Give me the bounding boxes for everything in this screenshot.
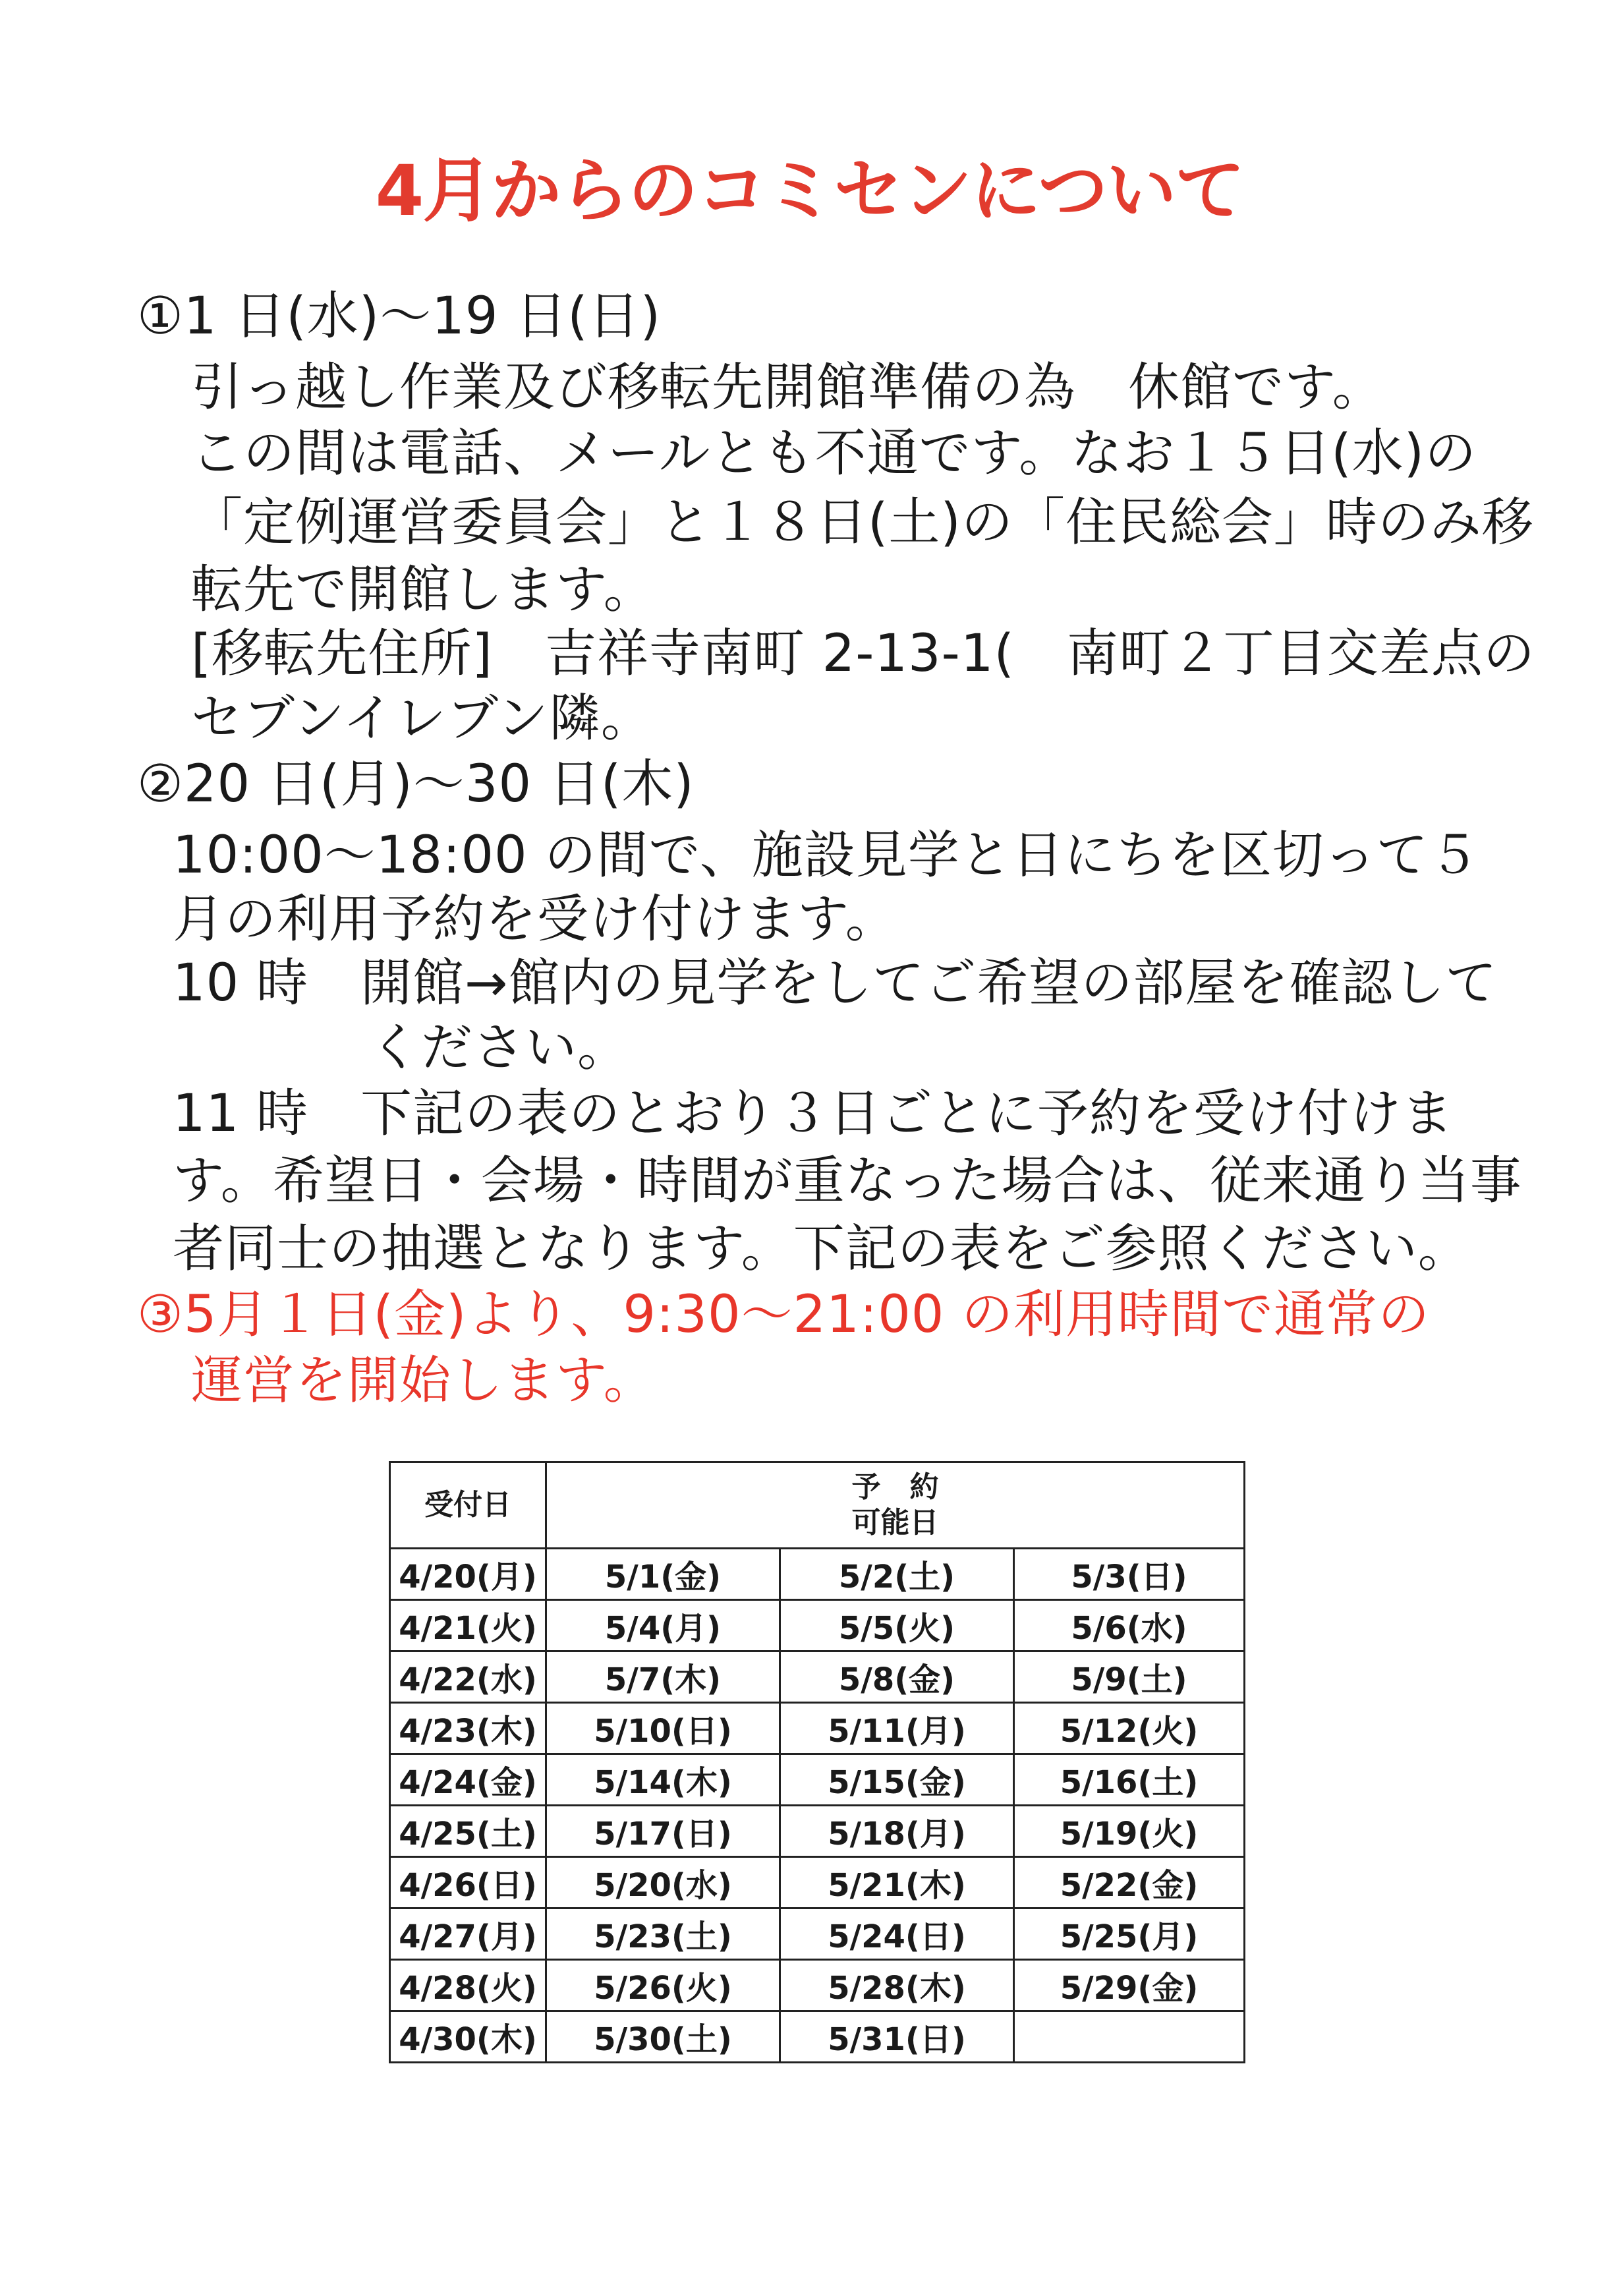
section1-line: この間は電話、メールとも不通です。なお１５日(水)の — [191, 424, 1477, 483]
available-date-cell: 5/14(木) — [546, 1754, 780, 1806]
section2-line: 10:00〜18:00 の間で、施設見学と日にちを区切って５ — [173, 826, 1481, 885]
available-date-cell: 5/4(月) — [546, 1600, 780, 1651]
table-header-row — [390, 1462, 1245, 1549]
section1-line: 引っ越し作業及び移転先開館準備の為 休館です。 — [191, 358, 1384, 417]
section1-line: [移転先住所] 吉祥寺南町 2-13-1( 南町２丁目交差点の — [191, 624, 1535, 683]
available-date-cell: 5/6(水) — [1014, 1600, 1245, 1651]
available-date-cell: 5/9(土) — [1014, 1651, 1245, 1703]
section3-line: 運営を開始します。 — [191, 1351, 656, 1410]
receipt-date-cell: 4/23(木) — [390, 1703, 546, 1754]
header-available-line2: 可能日 — [851, 1506, 939, 1539]
available-date-cell — [1014, 2011, 1245, 2063]
available-date-cell: 5/28(木) — [780, 1960, 1014, 2011]
section1-line: 転先で開館します。 — [191, 560, 656, 619]
table-row — [390, 1806, 1245, 1857]
receipt-date-cell: 4/25(土) — [390, 1806, 546, 1857]
receipt-date-cell: 4/28(火) — [390, 1960, 546, 2011]
available-date-cell: 5/11(月) — [780, 1703, 1014, 1754]
available-date-cell: 5/8(金) — [780, 1651, 1014, 1703]
section1-heading: ①1 日(水)〜19 日(日) — [137, 287, 662, 346]
receipt-date-cell: 4/20(月) — [390, 1549, 546, 1600]
available-date-cell: 5/26(火) — [546, 1960, 780, 2011]
section2-line: す。希望日・会場・時間が重なった場合は、従来通り当事 — [173, 1151, 1522, 1211]
available-date-cell: 5/5(火) — [780, 1600, 1014, 1651]
available-date-cell: 5/29(金) — [1014, 1960, 1245, 2011]
available-date-cell: 5/24(日) — [780, 1909, 1014, 1960]
section2-line: 月の利用予約を受け付けます。 — [173, 890, 897, 949]
available-date-cell: 5/7(木) — [546, 1651, 780, 1703]
table-row — [390, 2011, 1245, 2063]
available-date-cell: 5/20(水) — [546, 1857, 780, 1909]
available-date-cell: 5/23(土) — [546, 1909, 780, 1960]
header-receipt-date: 受付日 — [390, 1462, 546, 1549]
receipt-date-cell: 4/27(月) — [390, 1909, 546, 1960]
table-row — [390, 1754, 1245, 1806]
section2-line: ください。 — [369, 1018, 630, 1077]
section2-line: 者同士の抽選となります。下記の表をご参照ください。 — [173, 1219, 1470, 1278]
available-date-cell: 5/10(日) — [546, 1703, 780, 1754]
available-date-cell: 5/31(日) — [780, 2011, 1014, 2063]
available-date-cell: 5/2(土) — [780, 1549, 1014, 1600]
receipt-date-cell: 4/21(火) — [390, 1600, 546, 1651]
header-available-dates — [546, 1462, 1245, 1549]
table-row — [390, 1857, 1245, 1909]
section2-line: 11 時 下記の表のとおり３日ごとに予約を受け付けま — [173, 1084, 1454, 1143]
available-date-cell: 5/25(月) — [1014, 1909, 1245, 1960]
available-date-cell: 5/30(土) — [546, 2011, 780, 2063]
available-date-cell: 5/18(月) — [780, 1806, 1014, 1857]
available-date-cell: 5/21(木) — [780, 1857, 1014, 1909]
reservation-table — [389, 1461, 1245, 2063]
receipt-date-cell: 4/24(金) — [390, 1754, 546, 1806]
available-date-cell: 5/22(金) — [1014, 1857, 1245, 1909]
receipt-date-cell: 4/26(日) — [390, 1857, 546, 1909]
table-row — [390, 1600, 1245, 1651]
available-date-cell: 5/15(金) — [780, 1754, 1014, 1806]
section1-line: セブンイレブン隣。 — [191, 689, 653, 748]
table-row — [390, 1909, 1245, 1960]
available-date-cell: 5/3(日) — [1014, 1549, 1245, 1600]
section2-line: 10 時 開館→館内の見学をしてご希望の部屋を確認して — [173, 954, 1498, 1013]
available-date-cell: 5/19(火) — [1014, 1806, 1245, 1857]
section3-line: ③5月１日(金)より、9:30〜21:00 の利用時間で通常の — [137, 1285, 1431, 1344]
table-row — [390, 1960, 1245, 2011]
available-date-cell: 5/1(金) — [546, 1549, 780, 1600]
receipt-date-cell: 4/30(木) — [390, 2011, 546, 2063]
available-date-cell: 5/16(土) — [1014, 1754, 1245, 1806]
section1-line: 「定例運営委員会」と１８日(土)の「住民総会」時のみ移 — [191, 493, 1534, 552]
page-title: 4月からのコミセンについて — [375, 150, 1244, 231]
table-row — [390, 1651, 1245, 1703]
header-available-line1: 予 約 — [851, 1470, 939, 1504]
receipt-date-cell: 4/22(水) — [390, 1651, 546, 1703]
available-date-cell: 5/12(火) — [1014, 1703, 1245, 1754]
section2-heading: ②20 日(月)〜30 日(木) — [137, 755, 695, 814]
table-row — [390, 1549, 1245, 1600]
available-date-cell: 5/17(日) — [546, 1806, 780, 1857]
table-row — [390, 1703, 1245, 1754]
